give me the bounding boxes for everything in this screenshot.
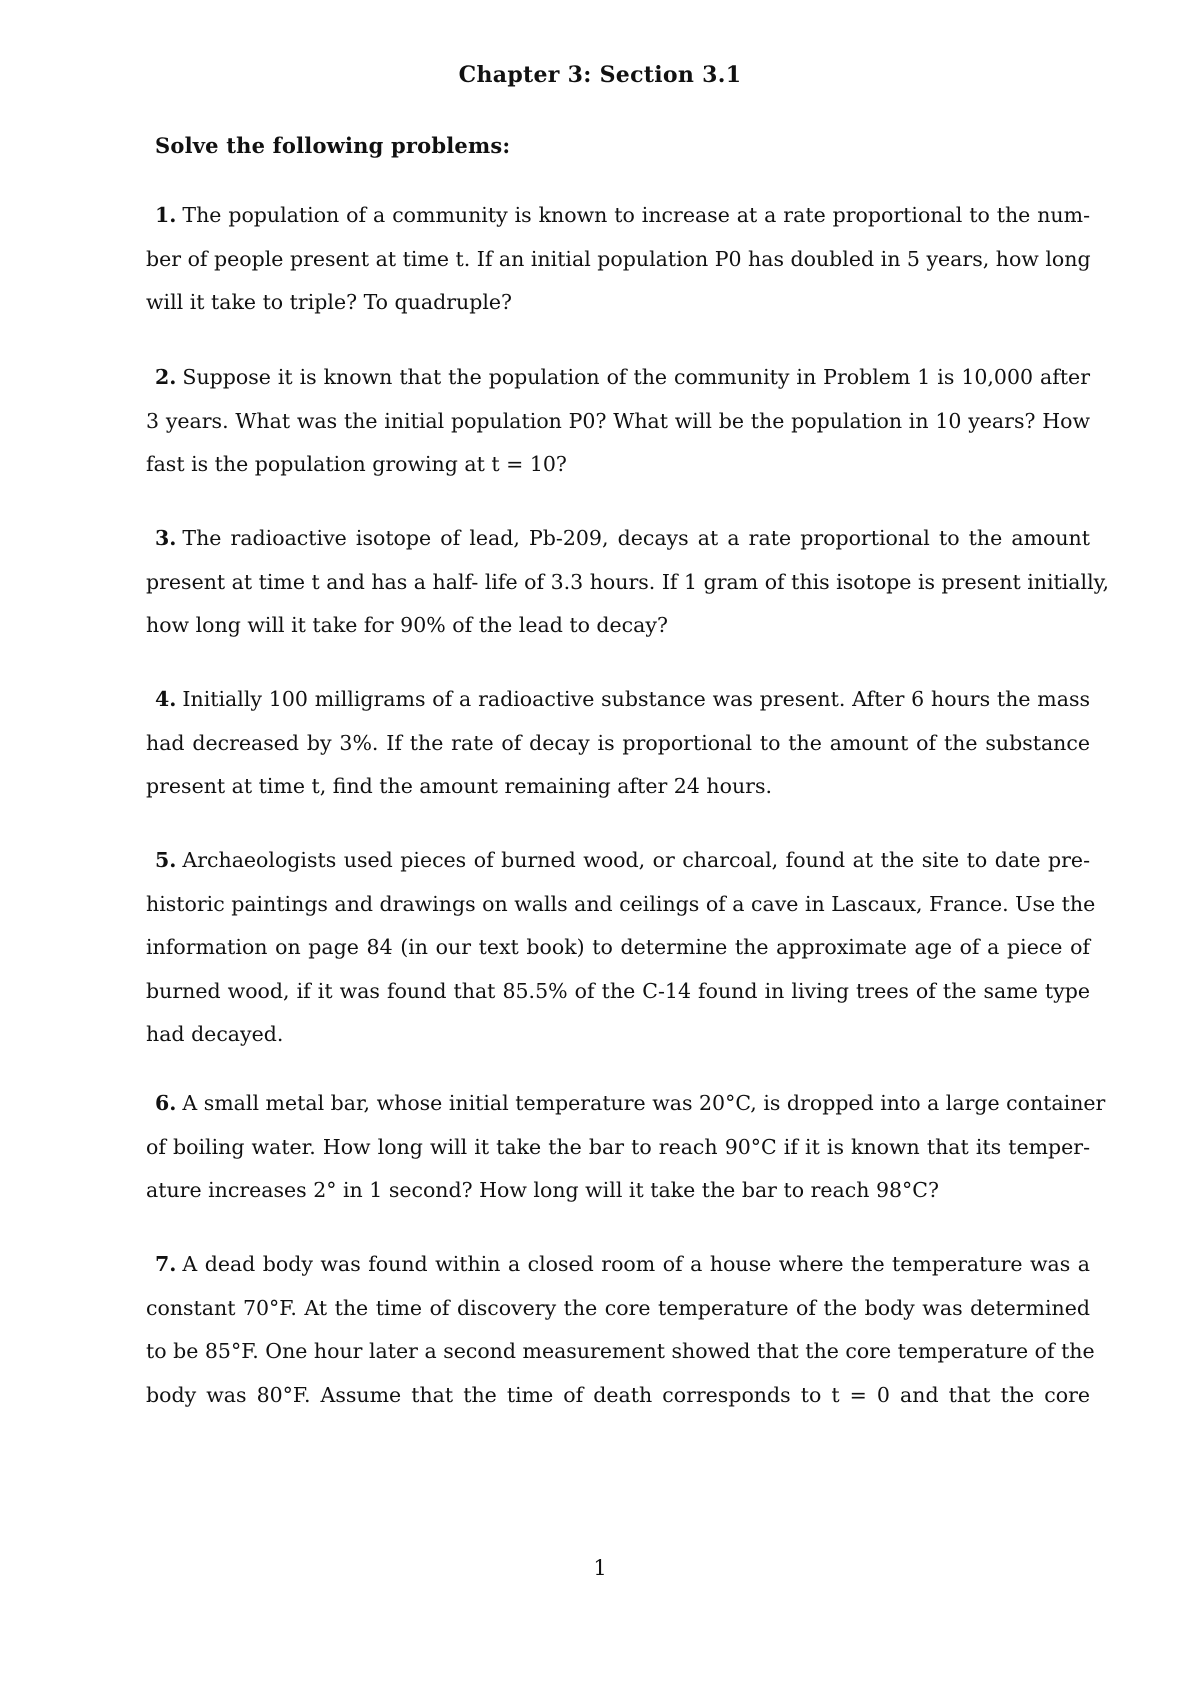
problem-7-line-2: constant 70°F. At the time of discovery the core temperature of the body was determined <box>146 1295 1090 1320</box>
problem-1-line-3: will it take to triple? To quadruple? <box>146 290 512 314</box>
problem-2-line-3: fast is the population growing at t = 10? <box>146 452 567 476</box>
problem-3-line-1: 3. The radioactive isotope of lead, Pb-209, decays at a rate proportional to the amount <box>155 526 1090 550</box>
problem-1-line-2: ber of people present at time t. If an initial population P0 has doubled in 5 years, how long <box>146 246 1091 271</box>
problem-number: 4. <box>155 687 177 711</box>
page-number: 1 <box>593 1556 607 1580</box>
problem-number: 5. <box>155 848 177 872</box>
problem-number: 2. <box>155 365 177 389</box>
problem-4-line-3: present at time t, find the amount remaining after 24 hours. <box>146 774 772 798</box>
problem-2 <box>146 356 1090 487</box>
problem-1 <box>146 194 1090 325</box>
problem-5-line-1: 5. Archaeologists used pieces of burned wood, or charcoal, found at the site to date pre- <box>155 848 1090 872</box>
problem-3 <box>146 517 1110 648</box>
problem-6-line-2: of boiling water. How long will it take the bar to reach 90°C if it is known that its temper- <box>146 1134 1090 1159</box>
problem-number: 7. <box>155 1252 177 1276</box>
problem-5 <box>146 839 1096 1057</box>
problem-4-line-1: 4. Initially 100 milligrams of a radioactive substance was present. After 6 hours the mass <box>155 687 1090 711</box>
problem-7-line-4: body was 80°F. Assume that the time of death corresponds to t = 0 and that the core <box>146 1382 1090 1407</box>
problem-6-line-3: ature increases 2° in 1 second? How long will it take the bar to reach 98°C? <box>146 1178 939 1202</box>
problem-4-line-2: had decreased by 3%. If the rate of decay is proportional to the amount of the substance <box>146 730 1090 755</box>
problem-4 <box>146 678 1090 809</box>
problem-1-line-1: 1. The population of a community is known to increase at a rate proportional to the num- <box>155 203 1090 227</box>
page-title: Chapter 3: Section 3.1 <box>458 62 742 88</box>
problem-6 <box>146 1082 1106 1213</box>
instructions-heading: Solve the following problems: <box>155 133 511 158</box>
problem-number: 1. <box>155 203 177 227</box>
problem-7-line-3: to be 85°F. One hour later a second measurement showed that the core temperature of the <box>146 1339 1095 1363</box>
problem-number: 3. <box>155 526 177 550</box>
problem-5-line-5: had decayed. <box>146 1022 284 1046</box>
problem-3-line-2: present at time t and has a half- life of 3.3 hours. If 1 gram of this isotope is present initially, <box>146 569 1110 594</box>
problem-6-line-1: 6. A small metal bar, whose initial temperature was 20°C, is dropped into a large container <box>155 1091 1106 1115</box>
problem-number: 6. <box>155 1091 177 1115</box>
problem-7-line-1: 7. A dead body was found within a closed room of a house where the temperature was a <box>155 1252 1090 1276</box>
problem-7 <box>146 1243 1095 1417</box>
problem-5-line-2: historic paintings and drawings on walls and ceilings of a cave in Lascaux, France. Use the <box>146 891 1096 916</box>
problem-3-line-3: how long will it take for 90% of the lead to decay? <box>146 613 668 637</box>
problem-5-line-4: burned wood, if it was found that 85.5% of the C-14 found in living trees of the same type <box>146 978 1090 1003</box>
problem-5-line-3: information on page 84 (in our text book) to determine the approximate age of a piece of <box>146 935 1090 959</box>
problem-2-line-2: 3 years. What was the initial population P0? What will be the population in 10 years? How <box>146 408 1090 433</box>
problem-2-line-1: 2. Suppose it is known that the population of the community in Problem 1 is 10,000 after <box>155 365 1090 389</box>
